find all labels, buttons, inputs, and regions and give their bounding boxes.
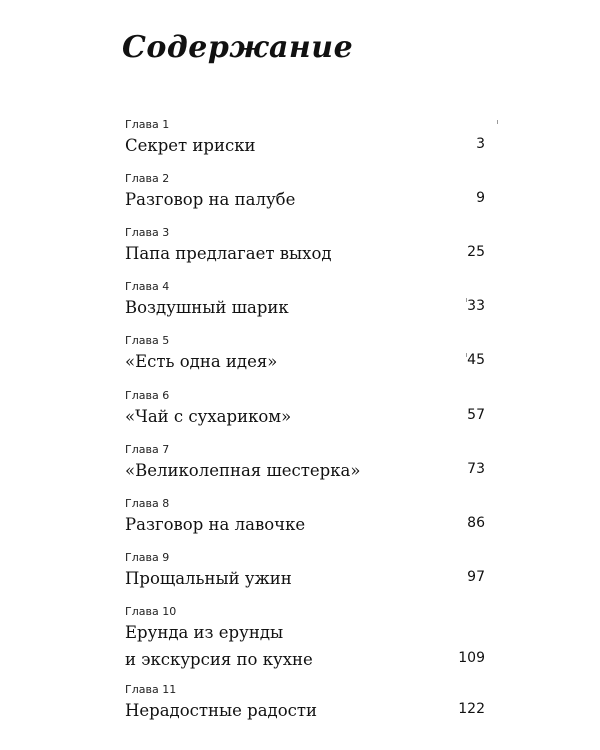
toc-entry <box>125 389 487 430</box>
chapter-label: Глава 11 <box>125 683 177 696</box>
toc-entry <box>125 172 487 213</box>
chapter-label: Глава 3 <box>125 226 170 239</box>
chapter-title: Воздушный шарик <box>125 298 289 317</box>
chapter-label: Глава 7 <box>125 443 170 456</box>
page-number: 25 <box>467 244 485 260</box>
chapter-title: Секрет ириски <box>125 136 256 155</box>
page-title: Содержание <box>122 30 354 65</box>
chapter-title: Прощальный ужин <box>125 569 292 588</box>
toc-entry <box>125 605 487 673</box>
chapter-title: Разговор на лавочке <box>125 515 306 534</box>
chapter-label: Глава 10 <box>125 605 177 618</box>
chapter-label: Глава 4 <box>125 280 170 293</box>
toc-entry <box>125 280 487 321</box>
scan-mark <box>466 353 467 357</box>
chapter-title: Разговор на палубе <box>125 190 296 209</box>
page-number: 3 <box>476 136 485 152</box>
chapter-title-line-2: и экскурсия по кухне <box>125 650 313 669</box>
page-number: 45 <box>467 352 485 368</box>
page-number: 9 <box>476 190 485 206</box>
chapter-label: Глава 9 <box>125 551 170 564</box>
chapter-title: «Есть одна идея» <box>125 352 278 371</box>
chapter-label: Глава 8 <box>125 497 170 510</box>
chapter-title: «Великолепная шестерка» <box>125 461 361 480</box>
chapter-title: «Чай с сухариком» <box>125 407 292 426</box>
chapter-label: Глава 6 <box>125 389 170 402</box>
toc-entry <box>125 551 487 592</box>
toc-entry <box>125 497 487 538</box>
page-number: 33 <box>467 298 485 314</box>
chapter-label: Глава 5 <box>125 334 170 347</box>
chapter-title: Папа предлагает выход <box>125 244 332 263</box>
page-number: 122 <box>458 701 485 717</box>
page-number: 57 <box>467 407 485 423</box>
page-number: 109 <box>458 650 485 666</box>
scan-mark <box>497 120 498 124</box>
page-number: 97 <box>467 569 485 585</box>
chapter-title-line-1: Ерунда из ерунды <box>125 623 284 642</box>
page-number: 86 <box>467 515 485 531</box>
toc-entry <box>125 334 487 375</box>
toc-entry <box>125 226 487 267</box>
chapter-label: Глава 1 <box>125 118 170 131</box>
page-number: 73 <box>467 461 485 477</box>
scan-mark <box>466 298 467 302</box>
toc-entry <box>125 118 487 159</box>
chapter-title: Нерадостные радости <box>125 701 318 720</box>
toc-entry <box>125 443 487 484</box>
toc-entry <box>125 683 487 724</box>
chapter-label: Глава 2 <box>125 172 170 185</box>
